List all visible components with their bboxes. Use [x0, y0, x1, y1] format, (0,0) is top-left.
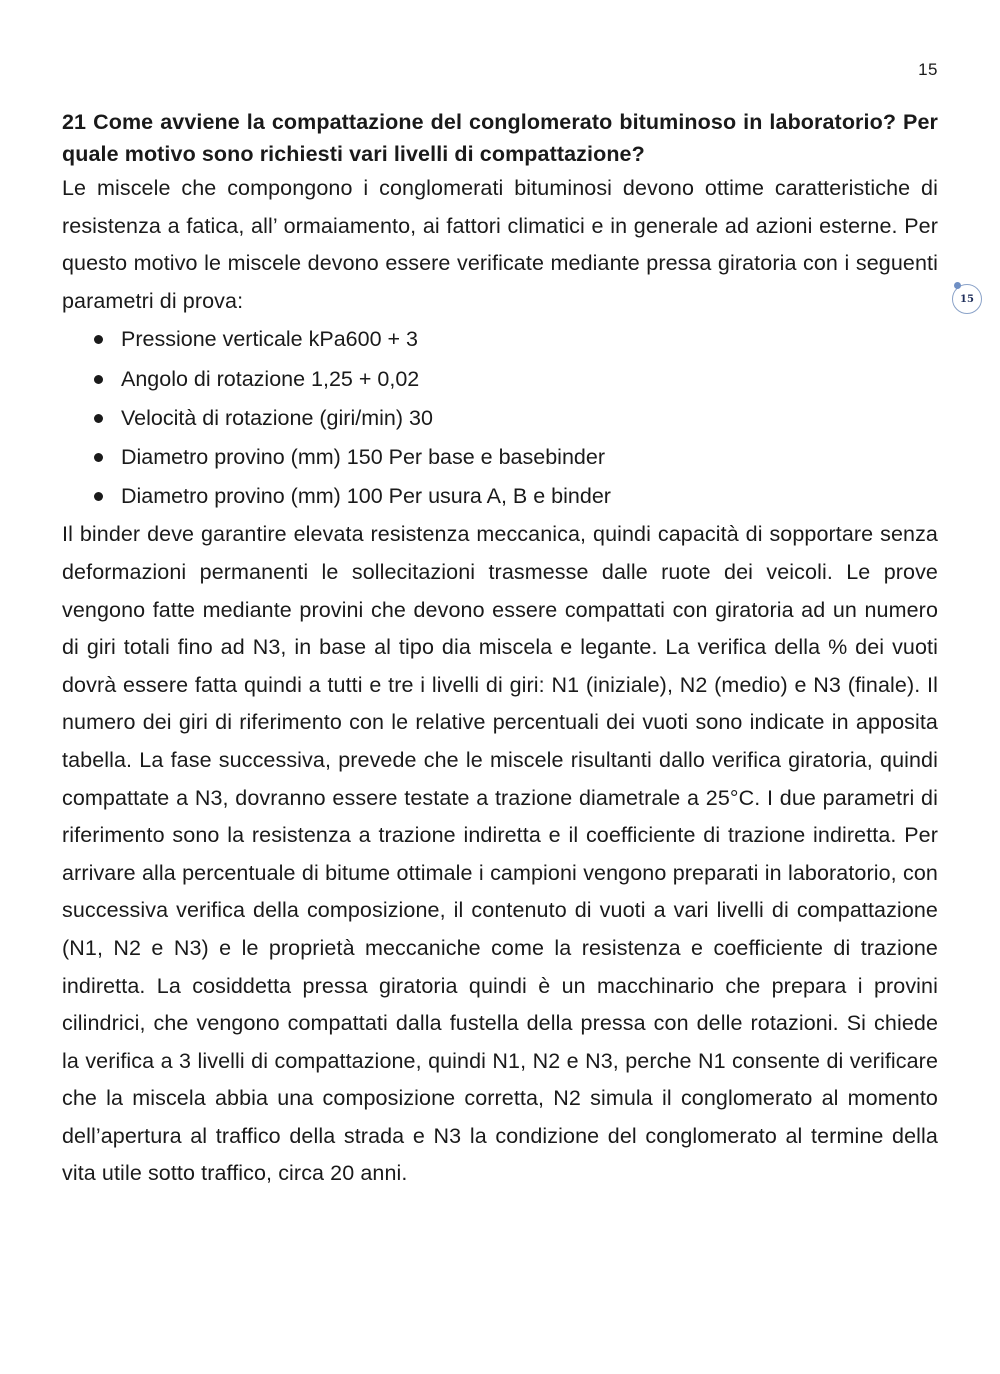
page-number: 15 — [918, 60, 938, 79]
bullet-icon — [94, 414, 103, 423]
parameter-list — [62, 320, 938, 516]
bullet-icon — [94, 453, 103, 462]
list-item-text: Pressione verticale kPa600 + 3 — [121, 327, 418, 352]
page-badge — [952, 284, 982, 314]
list-item-text: Diametro provino (mm) 150 Per base e basebinder — [121, 444, 605, 469]
badge-dot-icon — [954, 282, 961, 289]
list-item-text: Velocità di rotazione (giri/min) 30 — [121, 405, 433, 430]
list-item-text: Angolo di rotazione 1,25 + 0,02 — [121, 366, 420, 391]
list-item-text: Diametro provino (mm) 100 Per usura A, B e binder — [121, 484, 611, 509]
page-badge-label: 15 — [960, 293, 974, 305]
list-item — [94, 320, 938, 359]
bullet-icon — [94, 492, 103, 501]
question-heading: 21 Come avviene la compattazione del conglomerato bituminoso in laboratorio? Per quale motivo sono richiesti vari livelli di compattazione? — [62, 110, 938, 166]
bullet-icon — [94, 335, 103, 344]
document-content — [62, 106, 938, 1193]
bullet-icon — [94, 375, 103, 384]
list-item — [94, 360, 938, 399]
list-item — [94, 477, 938, 516]
intro-paragraph: Le miscele che compongono i conglomerati bituminosi devono ottime caratteristiche di resistenza a fatica, all’ ormaiamento, ai fattori climatici e in generale ad azioni esterne. Per questo motivo le miscele devono essere verificate mediante pressa giratoria con i seguenti parametri di prova: — [62, 176, 938, 313]
body-paragraph: Il binder deve garantire elevata resistenza meccanica, quindi capacità di sopportare senza deformazioni permanenti le sollecitazioni trasmesse dalle ruote dei veicoli. Le prove vengono fatte mediante provini che devono essere compattati con giratoria ad un numero di giri totali fino ad N3, in base al tipo dia miscela e legante. La verifica della % dei vuoti dovrà essere fatta quindi a tutti e tre i livelli di giri: N1 (iniziale), N2 (medio) e N3 (finale). Il numero dei giri di riferimento con le relative percentuali dei vuoti sono indicate in apposita tabella. La fase successiva, prevede che le miscele risultanti dallo verifica giratoria, quindi compattate a N3, dovranno essere testate a trazione diametrale a 25°C. I due parametri di riferimento sono la resistenza a trazione indiretta e il coefficiente di trazione indiretta. Per arrivare alla percentuale di bitume ottimale i campioni vengono preparati in laboratorio, con successiva verifica della composizione, il contenuto di vuoti a vari livelli di compattazione (N1, N2 e N3) e le proprietà meccaniche come la resistenza e coefficiente di trazione indiretta. La cosiddetta pressa giratoria quindi è un macchinario che prepara i provini cilindrici, che vengono compattati dalla fustella della pressa con delle rotazioni. Si chiede la verifica a 3 livelli di compattazione, quindi N1, N2 e N3, perche N1 consente di verificare che la miscela abbia una composizione corretta, N2 simula il conglomerato al momento dell’apertura al traffico della strada e N3 la condizione del conglomerato al termine della vita utile sotto traffico, circa 20 anni. — [62, 522, 938, 1186]
list-item — [94, 438, 938, 477]
list-item — [94, 399, 938, 438]
